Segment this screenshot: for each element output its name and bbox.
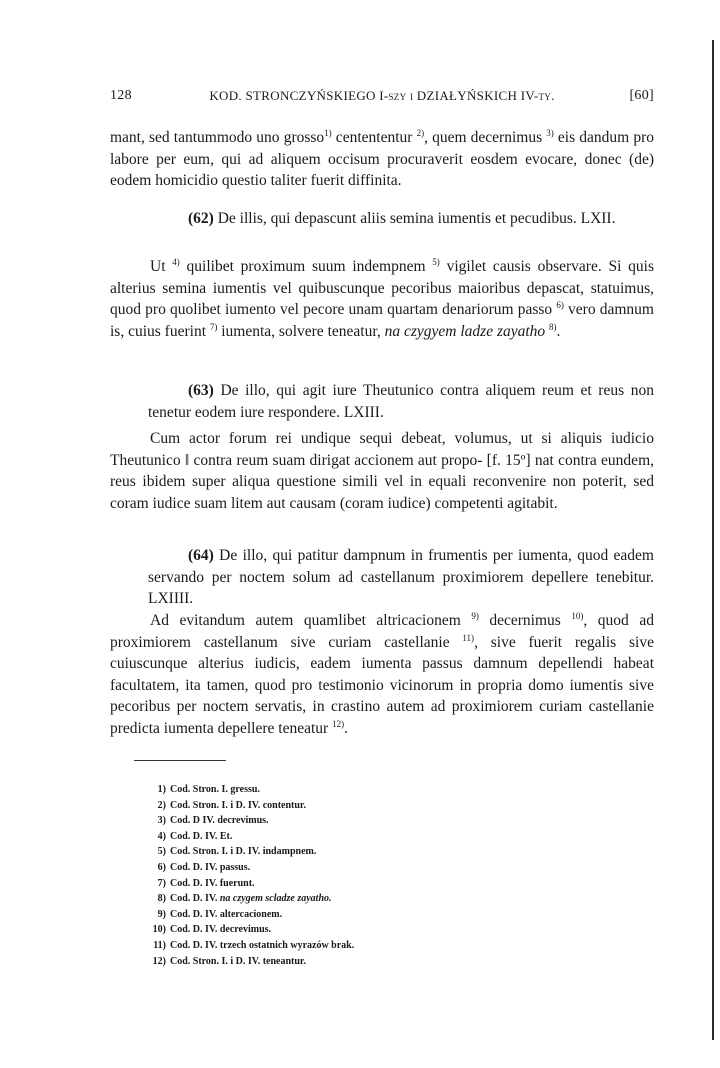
footnote: 12) Cod. Stron. I. i D. IV. teneantur. (152, 955, 306, 967)
paragraph-continuation: mant, sed tantummodo uno grosso$^{1)}$ centententur $^{2)}$, quem decernimus $^{3)}$ eis dandum pro labore per eum, qui ad aliquem occisum procuraverit eosdem evocare, donec (de) eodem homicidio questio taliter fuerit diffinita. (110, 127, 654, 189)
section-heading-64: (64) De illo, qui patitur dampnum in frumentis per iumenta, quod eadem servando per noctem solum ad castellanum proximiorem depellere tenebitur. LXIIII. (148, 547, 654, 607)
running-header (110, 88, 654, 108)
section-heading-63: (63) De illo, qui agit iure Theutunico contra aliquem reum et reus non tenetur eodem iure respondere. LXIII. (148, 382, 654, 421)
page-number: 128 (110, 88, 132, 103)
footnote: 3) Cod. D IV. decrevimus. (157, 815, 269, 827)
footnote: 6) Cod. D. IV. passus. (157, 861, 251, 873)
footnote-separator (134, 760, 226, 761)
footnote: 8) Cod. D. IV. na czygem scladze zayatho. (157, 893, 332, 905)
footnote: 10) Cod. D. IV. decrevimus. (152, 924, 272, 936)
section-heading-62: (62) De illis, qui depascunt aliis semina iumentis et pecudibus. LXII. (188, 210, 616, 227)
paragraph-64: Ad evitandum autem quamlibet altricacionem $^{9)}$ decernimus $^{10)}$, quod ad proximiorem castellanum sive curiam castellanie $^{11)}$, sive fuerit regalis sive cuiuscunque alterius iudicis, eadem iumenta passus damnum depellendi habeat facultatem, ita tamen, quod pro testimonio vicinorum in propria domo iumentis sive pecoribus per noctem servatis, in crastino autem ad proximiorem curiam castellanie predicta iumenta depellere teneatur $^{12)}$. (110, 610, 654, 737)
footnote: 9) Cod. D. IV. altercacionem. (157, 908, 283, 920)
footnote: 2) Cod. Stron. I. i D. IV. contentur. (157, 799, 306, 811)
footnote: 1) Cod. Stron. I. gressu. (157, 784, 260, 795)
page-edge-rule (712, 40, 714, 1040)
paragraph-62: Ut $^{4)}$ quilibet proximum suum indempnem $^{5)}$ vigilet causis observare. Si quis alterius semina iumentis vel quibuscunque pecoribus maioribus depascat, statuimus, quod pro quolibet iumento vel pecore unam quartam denariorum passo $^{6)}$ vero damnum is, cuius fuerint $^{7)}$ iumenta, solvere teneatur, na czygyem ladze zayatho $^{8)}$. (110, 256, 654, 340)
footnote: 7) Cod. D. IV. fuerunt. (157, 877, 255, 889)
footnotes (134, 782, 354, 969)
paragraph-63: Cum actor forum rei undique sequi debeat, volumus, ut si aliquis iudicio Theutunico ‖ contra reum suam dirigat accionem aut propo- [f. 15º] nat contra eundem, reus ibidem super aliqua questione simili vel in equali reconvenire non poterit, sed coram iudice suam litem aut causam (coram iudice) competenti agitabit. (110, 430, 654, 512)
chapter-number: [60] (629, 88, 654, 103)
running-title: KOD. STRONCZYŃSKIEGO I-szy i DZIAŁYŃSKICH IV-ty. (209, 88, 555, 103)
footnote: 4) Cod. D. IV. Et. (157, 830, 233, 842)
footnote: 5) Cod. Stron. I. i D. IV. indampnem. (157, 846, 317, 858)
footnote: 11) Cod. D. IV. trzech ostatnich wyrazów brak. (153, 939, 355, 951)
